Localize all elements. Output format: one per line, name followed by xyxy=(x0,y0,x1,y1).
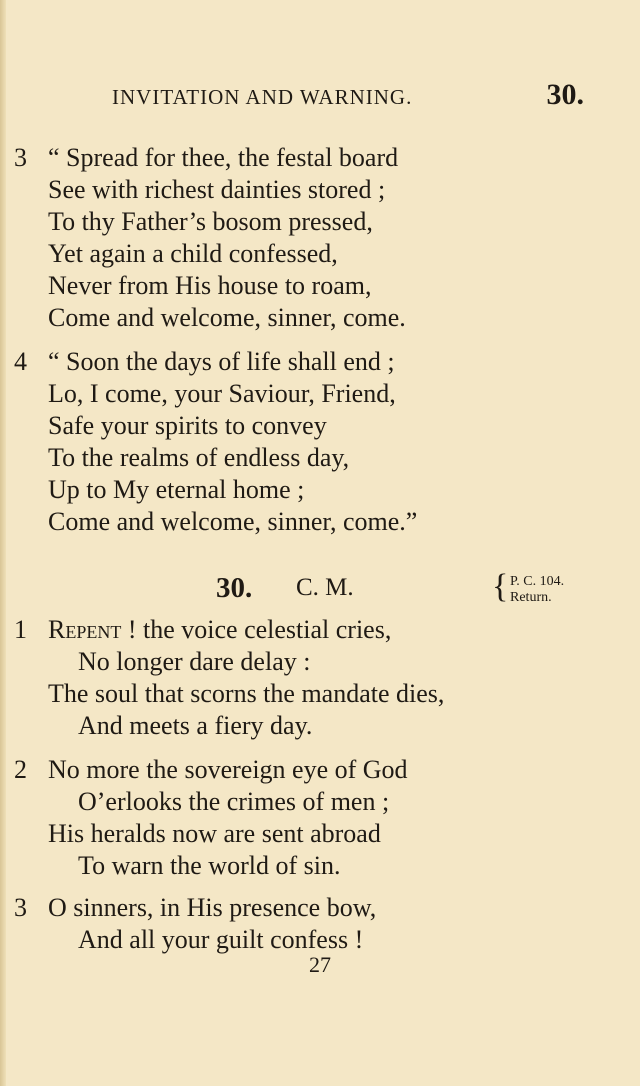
page-number: 30. xyxy=(546,78,584,111)
stanza xyxy=(0,142,640,334)
stanza-number: 4 xyxy=(14,347,27,376)
stanza-number: 2 xyxy=(14,755,27,784)
verse-line: To thy Father’s bosom pressed, xyxy=(48,207,373,236)
verse-line: See with richest dainties stored ; xyxy=(48,175,386,204)
verse-line: And all your guilt confess ! xyxy=(78,925,364,954)
verse-line: 2 No more the sovereign eye of God xyxy=(14,755,408,784)
verse-line: To the realms of endless day, xyxy=(48,443,350,472)
stanza-number: 3 xyxy=(14,893,27,922)
folio-number: 27 xyxy=(309,952,331,977)
stanza xyxy=(0,754,640,882)
running-title: INVITATION AND WARNING. xyxy=(112,85,413,109)
tune-name: Return. xyxy=(510,590,552,605)
verse-line: Up to My eternal home ; xyxy=(48,475,305,504)
verse-line: Safe your spirits to convey xyxy=(48,411,327,440)
verse-line: Never from His house to roam, xyxy=(48,271,372,300)
verse-line: The soul that scorns the mandate dies, xyxy=(48,679,445,708)
verse-line: Come and welcome, sinner, come. xyxy=(48,303,406,332)
tune-reference xyxy=(510,574,564,606)
stanza xyxy=(0,614,640,742)
verse-line: Yet again a child confessed, xyxy=(48,239,338,268)
verse-line: And meets a fiery day. xyxy=(78,711,313,740)
verse-line: His heralds now are sent abroad xyxy=(48,819,381,848)
verse-line: Lo, I come, your Saviour, Friend, xyxy=(48,379,396,408)
stanza xyxy=(0,346,640,538)
tune-ref: P. C. 104. xyxy=(510,574,565,589)
verse-line: 3 O sinners, in His presence bow, xyxy=(14,893,377,922)
verse-line: 3 “ Spread for thee, the festal board xyxy=(14,143,399,172)
verse-line: No longer dare delay : xyxy=(78,647,311,676)
verse-line: Come and welcome, sinner, come.” xyxy=(48,507,418,536)
hymn-heading xyxy=(0,568,640,612)
hymn-number: 30. xyxy=(216,572,253,604)
stanza-number: 1 xyxy=(14,615,27,644)
first-word: Repent xyxy=(48,615,122,644)
verse-line: 4 “ Soon the days of life shall end ; xyxy=(14,347,395,376)
stanza-number: 3 xyxy=(14,143,27,172)
verse-line: O’erlooks the crimes of men ; xyxy=(78,787,390,816)
hymn-meter: C. M. xyxy=(296,574,354,601)
brace-icon: { xyxy=(492,568,509,605)
running-header xyxy=(112,78,584,112)
verse-line: To warn the world of sin. xyxy=(78,851,341,880)
stanza xyxy=(0,892,640,956)
verse-line: 1 Repent ! the voice celestial cries, xyxy=(14,615,392,644)
